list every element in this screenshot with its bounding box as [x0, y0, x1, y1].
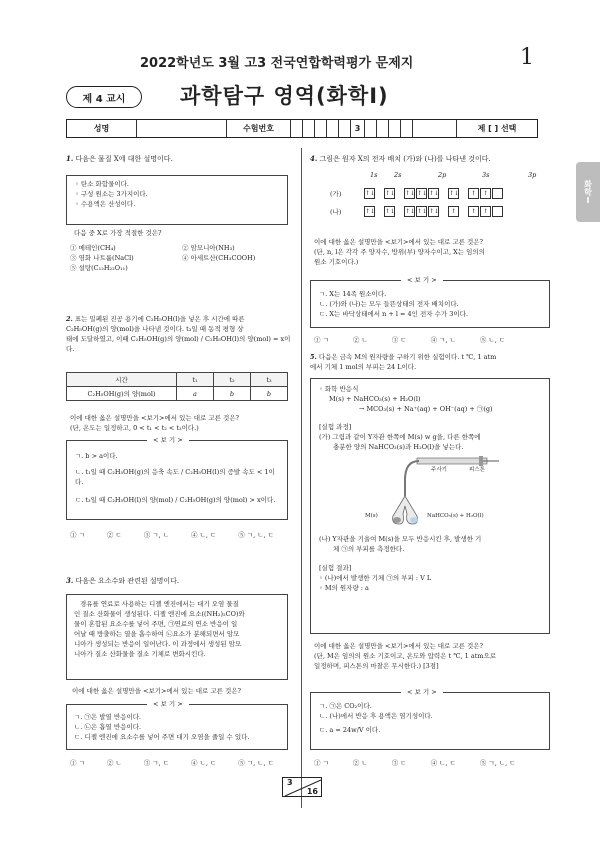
question-2-number: 2.: [66, 315, 73, 323]
question-1-choices: [70, 243, 298, 273]
stem-line: C₂H₅OH(g)의 양(mol)을 나타낸 것이다. t₃일 때 동적 평형 상: [66, 325, 244, 334]
orbital-box: ↑↓: [365, 207, 376, 215]
subject-side-tab: [576, 162, 600, 222]
table-header: t₂: [214, 373, 251, 387]
current-page: 3: [287, 778, 293, 787]
page-indicator: [282, 777, 322, 797]
table-cell: b: [251, 387, 288, 401]
prompt-line: (단, n, l은 각각 주 양자수, 방위(부) 양자수이고, X는 임의의: [314, 248, 485, 257]
choice-2[interactable]: ② ㄷ: [106, 531, 122, 539]
question-2-table: [66, 372, 288, 401]
choice-1[interactable]: ① 메테인(CH₄): [70, 244, 116, 252]
selection-label: 제 [ ] 선택: [477, 124, 517, 133]
choice-4[interactable]: ④ 아세트산(CH₃COOH): [182, 254, 256, 263]
bogi-item: ㄴ. (가)와 (나)는 모두 들뜬상태의 전자 배치이다.: [319, 300, 459, 309]
table-header: t₃: [251, 373, 288, 387]
question-3-prompt: 이에 대한 옳은 설명만을 <보기>에서 있는 대로 고른 것은?: [72, 687, 242, 695]
orbital-label: 1s: [370, 171, 378, 179]
choice-3[interactable]: ③ ㄱ, ㄷ: [143, 759, 169, 767]
prompt-line: 원소 기호이다.): [314, 258, 359, 267]
exam-number-digit: 3: [351, 120, 365, 137]
prompt-line: (단, M은 임의의 원소 기호이고, 온도와 압력은 t ℃, 1 atm으로: [314, 652, 497, 661]
table-header: 시간: [67, 373, 177, 387]
passage-line: 니아가 생성되는 반응이 일어난다. 이 과정에서 생성된 암모: [74, 640, 242, 649]
reagent-label: NaHCO₃(s) + H₂O(l): [427, 513, 484, 520]
question-5-prompt: [314, 641, 576, 671]
stem-line: 다음은 금속 M의 원자량을 구하기 위한 실험이다. t ℃, 1 atm: [318, 353, 497, 361]
orbital-box: ↑: [480, 188, 491, 199]
orbital-box: ↑↓: [417, 189, 428, 197]
orbital-label: 3p: [528, 171, 537, 179]
choice-1[interactable]: ① ㄱ: [314, 759, 329, 767]
choice-3[interactable]: ③ 염화 나트륨(NaCl): [70, 254, 134, 263]
reaction-line: → MCO₃(s) + Na⁺(aq) + OH⁻(aq) + ㉠(g): [359, 405, 493, 414]
choice-5[interactable]: ⑤ ㄱ, ㄴ, ㄷ: [479, 759, 516, 767]
prompt-line: (단, 온도는 일정하고, 0 < t₁ < t₂ < t₃이다.): [70, 424, 199, 433]
fact-item: ◦ 구성 원소는 3가지이다.: [75, 190, 148, 199]
question-2-stem: [66, 314, 296, 354]
configuration-row: [330, 184, 504, 202]
result-line: ◦ (나)에서 발생한 기체 ㉠의 부피 : V L: [319, 573, 432, 582]
question-3-stem: [66, 575, 179, 587]
choice-5[interactable]: ⑤ ㄱ, ㄴ, ㄷ: [238, 531, 274, 539]
choice-1[interactable]: ① ㄱ: [70, 531, 85, 539]
question-4-choices: [314, 335, 505, 345]
reaction-line: M(s) + NaHCO₃(s) + H₂O(l): [329, 395, 421, 404]
choice-2[interactable]: ② ㄴ: [352, 336, 368, 344]
question-2-prompt: [70, 413, 300, 433]
question-1-number: 1.: [66, 154, 74, 163]
procedure-line: (가) 그림과 같이 Y자관 한쪽에 M(s) w g을, 다른 한쪽에: [319, 433, 481, 442]
choice-4[interactable]: ④ ㄴ, ㄷ: [430, 759, 456, 767]
orbital-box: ↑↓: [365, 189, 376, 197]
bogi-item: ㄴ. ㉡은 흡열 반응이다.: [74, 723, 142, 732]
name-field[interactable]: [137, 120, 227, 137]
configuration-label: (가): [330, 189, 342, 198]
apparatus-drawing: [319, 452, 541, 534]
passage-line: 어날 때 방출하는 열을 흡수하여 ㉡요소가 분해되면서 암모: [74, 630, 240, 639]
column-divider: [301, 148, 302, 808]
exam-number-label: 수험번호: [227, 120, 291, 137]
page-number: 1: [520, 45, 534, 70]
choice-3[interactable]: ③ ㄱ, ㄴ: [143, 531, 169, 539]
configuration-label: (나): [330, 207, 342, 216]
choice-2[interactable]: ② ㄴ: [352, 759, 368, 767]
choice-3[interactable]: ③ ㄷ: [391, 759, 407, 767]
orbital-label: 2s: [394, 171, 402, 179]
orbital-box: [492, 188, 503, 199]
orbital-box: ↑↓: [405, 189, 416, 197]
passage-line: 경유를 연료로 사용하는 디젤 엔진에서는 대기 오염 물질: [80, 600, 239, 608]
stem-line: 태에 도달하였고, 이때 C₂H₅OH(g)의 양(mol) / C₂H₅OH(l)의 양(mol) = x이다.: [66, 335, 291, 354]
orbital-box: ↑↓: [429, 207, 440, 215]
choice-4[interactable]: ④ ㄴ, ㄷ: [190, 759, 217, 767]
passage-line: 니아가 질소 산화물을 질소 기체로 변화시킨다.: [74, 650, 206, 659]
procedure-line: 충분한 양의 NaHCO₃(s)과 H₂O(l)을 넣는다.: [333, 443, 464, 452]
bogi-item: ㄱ. b > a이다.: [75, 452, 118, 460]
bogi-item: ㄷ. t₃일 때 C₂H₅OH(l)의 양(mol) / C₂H₅OH(g)의 양(mol) > x이다.: [75, 496, 276, 505]
question-5-bogi-box: [310, 688, 550, 750]
question-4-prompt: [314, 237, 576, 267]
passage-line: 물이 혼합된 요소수를 넣어 주면, ㉠연료의 연소 반응이 일: [74, 620, 238, 629]
bogi-title: < 보 기 >: [401, 687, 443, 697]
bogi-title: < 보 기 >: [147, 699, 189, 709]
orbital-box: ↑↓: [385, 189, 396, 197]
question-4-bogi-box: [310, 276, 550, 328]
question-3-number: 3.: [66, 576, 74, 585]
question-1-stem: [66, 153, 173, 165]
orbital-labels: [366, 170, 566, 180]
bogi-item: ㄷ. X는 바닥상태에서 n + l = 4인 전자 수가 3이다.: [319, 310, 469, 319]
choice-1[interactable]: ① ㄱ: [70, 759, 85, 767]
question-1-text: 다음은 물질 X에 대한 설명이다.: [75, 155, 173, 163]
procedure-line: 체 ㉠의 부피를 측정한다.: [333, 545, 405, 554]
y-tube-apparatus-figure: [319, 452, 541, 534]
bogi-item: ㄱ. ㉠은 CO₂이다.: [319, 702, 372, 710]
bogi-item: ㄴ. t₁일 때 C₂H₅OH(g)의 응축 속도 / C₂H₅OH(l)의 증발 속도 < 1이다.: [75, 468, 275, 487]
orbital-box: ↑: [480, 206, 491, 217]
procedure-line: (나) Y자관을 기울여 M(s)을 모두 반응시킨 후, 발생한 기: [319, 535, 482, 544]
fact-item: ◦ 탄소 화합물이다.: [75, 180, 129, 188]
period-badge: [66, 86, 142, 108]
metal-label: M(s): [365, 513, 378, 520]
configuration-row: [330, 202, 504, 220]
prompt-line: 이에 대한 옳은 설명만을 <보기>에서 있는 대로 고른 것은?: [314, 642, 484, 650]
orbital-box: ↑↓: [405, 207, 416, 215]
orbital-box: ↑↓: [429, 189, 440, 197]
question-4-text: 그림은 원자 X의 전자 배치 (가)와 (나)를 나타낸 것이다.: [319, 155, 491, 163]
exam-number-field[interactable]: [291, 120, 457, 137]
question-5-stem: [310, 352, 572, 372]
prompt-line: 이에 대한 옳은 설명만을 <보기>에서 있는 대로 고른 것은?: [314, 238, 484, 246]
choice-4[interactable]: ④ ㄱ, ㄴ: [430, 336, 456, 344]
name-label: 성명: [67, 120, 137, 137]
question-4-number: 4.: [310, 154, 318, 163]
side-tab-label: 화학Ⅰ: [583, 179, 593, 205]
candidate-info-row: [66, 119, 538, 138]
orbital-label: 3s: [482, 171, 490, 179]
orbital-box: ↑↓: [417, 207, 428, 215]
orbital-box: [492, 206, 503, 217]
question-3-choices: [70, 758, 274, 768]
question-3-passage-box: [66, 594, 288, 680]
subject-title: 과학탐구 영역(화학Ⅰ): [180, 84, 389, 108]
bogi-title: < 보 기 >: [401, 275, 443, 285]
total-pages: 16: [306, 787, 318, 796]
bogi-item: ㄱ. ㉠은 발열 반응이다.: [74, 713, 142, 721]
question-3-text: 다음은 요소수와 관련된 설명이다.: [75, 577, 180, 585]
bogi-item: ㄱ. X는 14족 원소이다.: [319, 290, 387, 298]
table-header: t₁: [177, 373, 214, 387]
choice-5[interactable]: ⑤ ㄴ, ㄷ: [479, 336, 506, 344]
question-2-bogi-box: [66, 436, 288, 520]
result-line: ◦ M의 원자량 : a: [319, 583, 369, 592]
bogi-title: < 보 기 >: [147, 435, 189, 445]
orbital-box: ↑↓: [385, 207, 396, 215]
fact-item: ◦ 수용액은 산성이다.: [75, 200, 136, 209]
choice-5[interactable]: ⑤ 설탕(C₁₂H₂₂O₁₁): [70, 264, 128, 273]
question-5-number: 5.: [310, 353, 317, 361]
stem-line: 에서 기체 1 mol의 부피는 24 L이다.: [310, 363, 417, 372]
exam-title: 2022학년도 3월 고3 전국연합학력평가 문제지: [140, 56, 414, 71]
choice-3[interactable]: ③ ㄷ: [391, 336, 407, 344]
bogi-item: ㄷ. a = 24w/V 이다.: [319, 726, 381, 735]
choice-2[interactable]: ② 암모니아(NH₃): [182, 244, 235, 252]
choice-1[interactable]: ① ㄱ: [314, 336, 329, 344]
orbital-label: 2p: [438, 171, 447, 179]
question-1-facts-box: [66, 175, 288, 225]
period-label: 제 4 교시: [82, 93, 126, 105]
orbital-box: ↑↓: [449, 189, 460, 197]
question-5-experiment-box: [310, 378, 550, 634]
orbital-box: ↑: [468, 188, 479, 199]
question-5-choices: [314, 758, 516, 768]
choice-2[interactable]: ② ㄴ: [106, 759, 122, 767]
prompt-line: 일정하며, 피스톤의 마찰은 무시한다.) [3점]: [314, 662, 439, 671]
reaction-title: ◦ 화학 반응식: [319, 385, 359, 393]
prompt-line: 이에 대한 옳은 설명만을 <보기>에서 있는 대로 고른 것은?: [70, 414, 240, 422]
bogi-item: ㄴ. (나)에서 반응 후 용액은 염기성이다.: [319, 712, 433, 721]
procedure-title: [실험 과정]: [319, 423, 352, 432]
question-2-choices: [70, 530, 274, 540]
table-cell: b: [214, 387, 251, 401]
table-row-label: C₂H₅OH(g)의 양(mol): [67, 387, 177, 401]
table-cell: a: [177, 387, 214, 401]
passage-line: 인 질소 산화물이 생성된다. 디젤 엔진에 요소((NH₂)₂CO)와: [74, 610, 245, 619]
bogi-item: ㄷ. 디젤 엔진에 요소수를 넣어 주면 대기 오염을 줄일 수 있다.: [74, 733, 250, 742]
question-3-bogi-box: [66, 700, 288, 750]
stem-line: 표는 밀폐된 진공 용기에 C₂H₅OH(l)을 넣은 후 시간에 따른: [74, 315, 245, 323]
electron-configuration-figure: [330, 170, 560, 230]
question-1-prompt: 다음 중 X로 가장 적절한 것은?: [74, 229, 162, 237]
orbital-box: ↑: [448, 206, 459, 217]
choice-4[interactable]: ④ ㄴ, ㄷ: [190, 531, 217, 539]
piston-label: 피스톤: [469, 467, 485, 474]
question-4-stem: [310, 153, 491, 165]
choice-5[interactable]: ⑤ ㄱ, ㄴ, ㄷ: [238, 759, 274, 767]
result-title: [실험 결과]: [319, 563, 352, 572]
orbital-box: ↑: [468, 206, 479, 217]
syringe-label: 주사기: [431, 467, 447, 474]
